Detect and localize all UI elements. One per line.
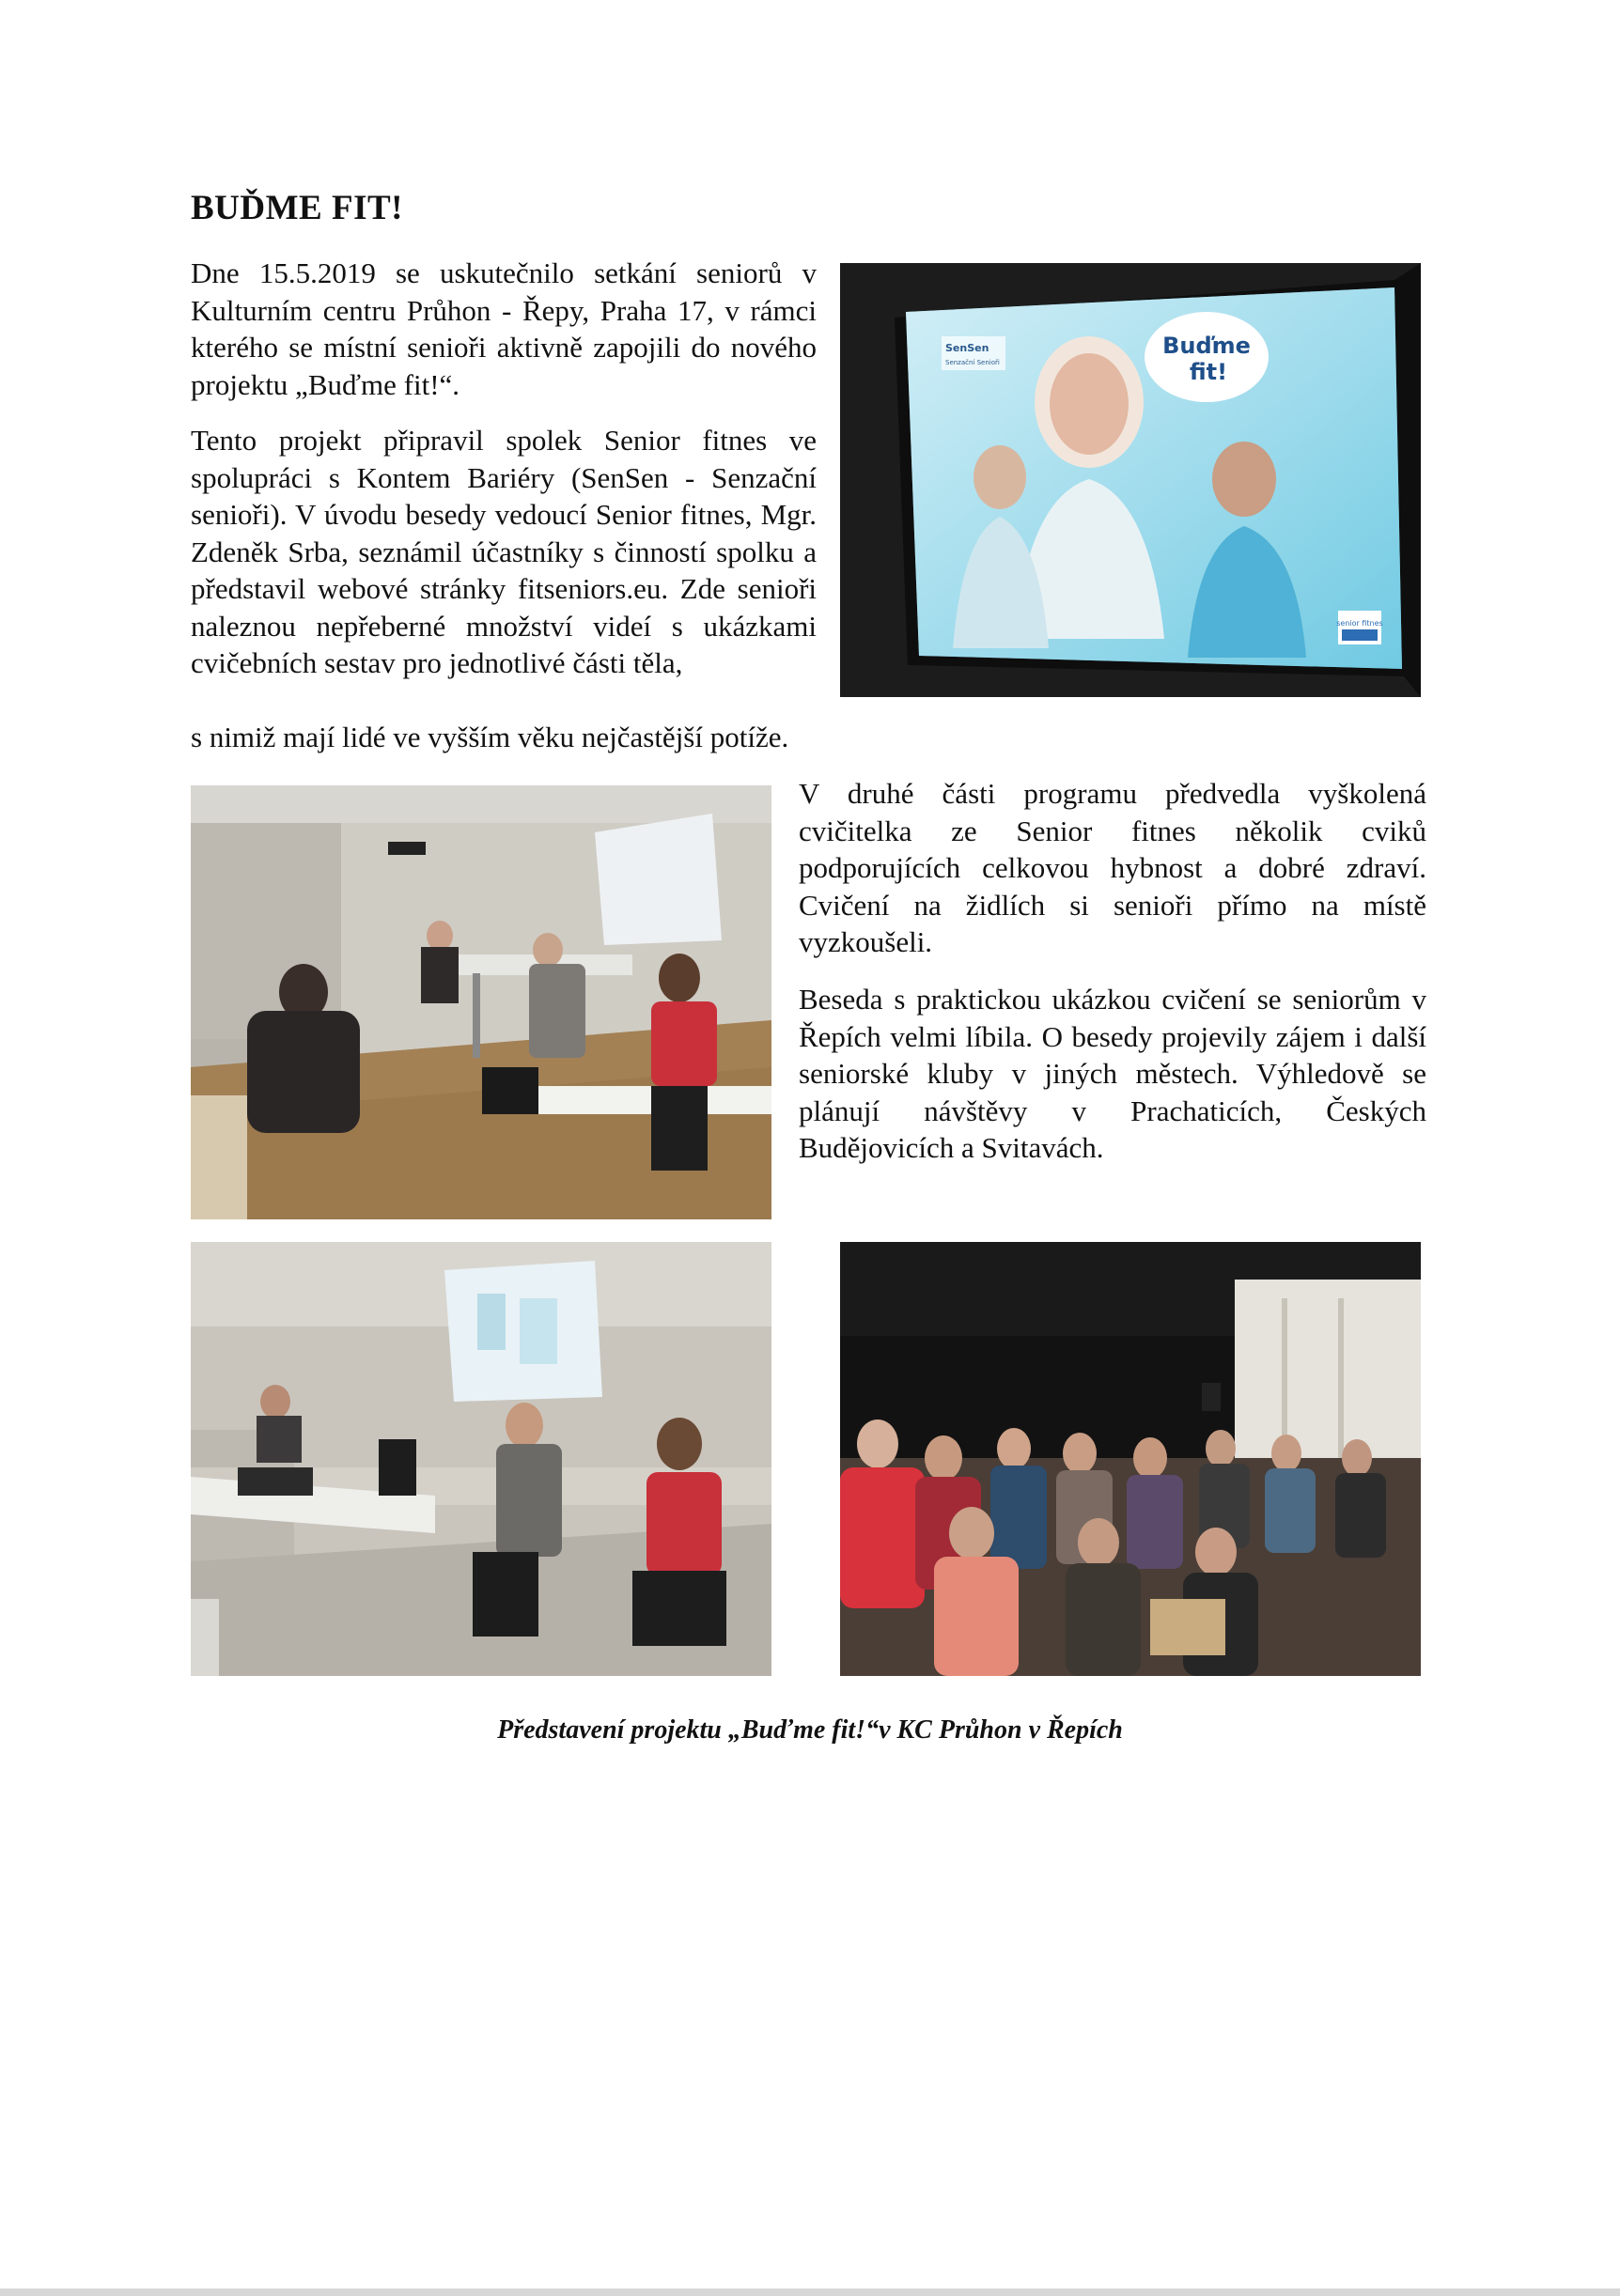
slide-photo xyxy=(840,263,1421,697)
photo-caption: Představení projektu „Buďme fit!“v KC Průhon v Řepích xyxy=(497,1715,1123,1745)
slide-badge: senior fitnes xyxy=(1336,619,1383,628)
slide-logo-line2: Senzační Senioři xyxy=(945,359,1000,366)
intro-paragraph: Dne 15.5.2019 se uskutečnilo setkání seniorů v Kulturním centru Průhon - Řepy, Praha 17, v rámci kterého se místní senioři aktivně zapojili do nového projektu „Buďme fit!“. xyxy=(191,256,817,401)
slide-logo-line1: SenSen xyxy=(945,342,989,354)
audience-photo xyxy=(840,1242,1421,1676)
room-photo-2 xyxy=(191,1242,771,1676)
project-paragraph-end: s nimiž mají lidé ve vyšším věku nejčastější potíže. xyxy=(191,721,789,753)
exercise-paragraph: V druhé části programu předvedla vyškolená cvičitelka ze Senior fitnes několik cviků podporujících celkovou hybnost a dobré zdraví. Cvičení na židlích si senioři přímo na místě vyzkoušeli. xyxy=(799,777,1426,958)
slide-bubble-line1: Buďme xyxy=(1162,333,1251,359)
slide-bubble-line2: fit! xyxy=(1189,359,1228,385)
page-bottom-rule xyxy=(0,2288,1620,2296)
project-paragraph: Tento projekt připravil spolek Senior fitnes ve spolupráci s Kontem Bariéry (SenSen - Senzační senioři). V úvodu besedy vedoucí Senior fitnes, Mgr. Zdeněk Srba, seznámil účastníky s činností spolku a představil webové stránky fitseniors.eu. Zde senioři naleznou nepřeberné množství videí s ukázkami cvičebních sestav pro jednotlivé části těla, xyxy=(191,424,817,679)
room-photo-1 xyxy=(191,785,771,1219)
page-title: BUĎME FIT! xyxy=(191,189,403,227)
future-paragraph: Beseda s praktickou ukázkou cvičení se seniorům v Řepích velmi líbila. O besedy projevily zájem i další seniorské kluby v jiných městech. Výhledově se plánují návštěvy v Prachaticích, Českých Budějovicích a Svitavách. xyxy=(799,983,1426,1164)
